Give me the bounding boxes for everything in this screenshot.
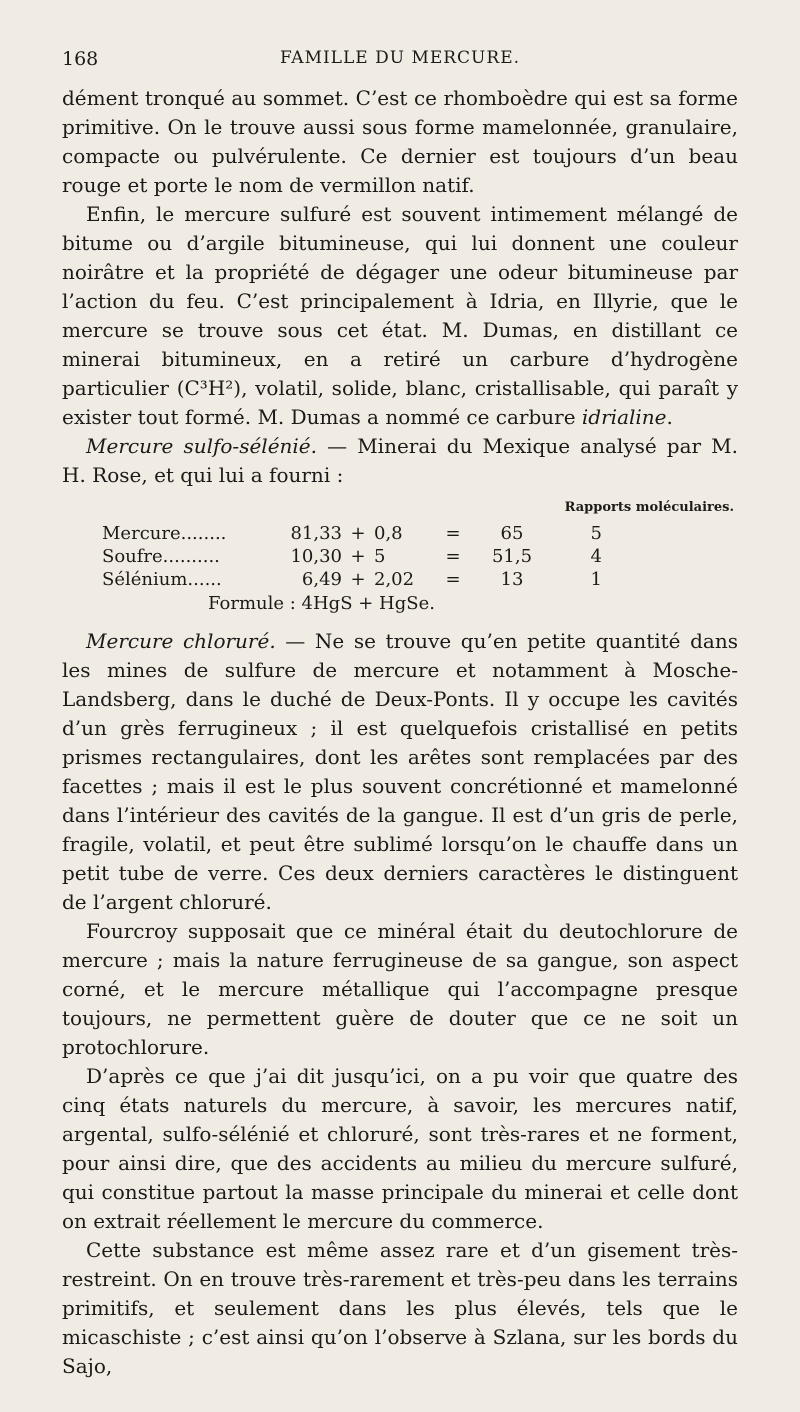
plus-sign: + [350,523,366,544]
running-head: FAMILLE DU MERCURE. [279,48,521,68]
equals-sign: = [445,523,461,544]
paragraph-text: Enfin, le mercure sulfuré est souvent intimement mélangé de bitume ou d’argile bitumineuse, qui lui donnent une couleur noirâtre et la propriété de dégager une odeur bitumineuse par l’action du feu. C’est principalement à Idria, en Illyrie, que le mercure se trouve sous cet état. M. Dumas, en distillant ce minerai bitumineux, en a retiré un carbure d’hydrogène particulier (C³H²), volatil, solide, blanc, cristallisable, qui paraît y exister tout formé. M. Dumas a nommé ce carbure [62,202,738,429]
ratio-value: 13 [500,569,524,590]
analysis-table [62,500,738,617]
molecular-value: 1 [590,569,602,590]
paragraph [62,200,738,432]
element-name: Mercure........ [102,523,227,544]
percent-value: 81,33 [290,523,342,544]
equals-sign: = [445,546,461,567]
percent-value: 6,49 [301,569,342,590]
molecular-value: 5 [590,523,602,544]
ratio-value: 65 [500,523,524,544]
section-title-chlorure: Mercure chloruré. [86,629,276,653]
chemical-formula: Formule : 4HgS + HgSe. [208,593,435,614]
paragraph-end: . [666,405,673,429]
section-title-sulfo-selenie: Mercure sulfo-sélénié. [86,434,317,458]
paragraph: D’après ce que j’ai dit jusqu’ici, on a pu voir que quatre des cinq états naturels du mercure, à savoir, les mercures natif, argental, sulfo-sélénié et chloruré, sont très-rares et ne forment, pour ainsi dire, que des accidents au milieu du mercure sulfuré, qui constitue partout la masse principale du minerai et celle dont on extrait réellement le mercure du commerce. [62,1064,738,1233]
plus-sign: + [350,546,366,567]
mineral-name-idrialine: idrialine [581,405,667,429]
addend-value: 0,8 [374,523,403,544]
table-row [102,522,738,545]
molecular-value: 4 [590,546,602,567]
book-page [62,44,738,1381]
paragraph-text: — Minerai du Mexique analysé par M. H. Rose, et qui lui a fourni : [62,434,738,487]
page-number: 168 [62,48,99,70]
table-row [102,568,738,591]
paragraph [62,627,738,917]
paragraph: Cette substance est même assez rare et d’un gisement très-restreint. On en trouve très-rarement et très-peu dans les terrains primitifs, et seulement dans les plus élevés, tels que le micaschiste ; c’est ainsi qu’on l’observe à Szlana, sur les bords du Sajo, [62,1238,738,1378]
plus-sign: + [350,569,366,590]
percent-value: 10,30 [290,546,342,567]
paragraph [62,432,738,490]
paragraph-text: — Ne se trouve qu’en petite quantité dans les mines de sulfure de mercure et notamment à Mosche-Landsberg, dans le duché de Deux-Ponts. Il y occupe les cavités d’un grès ferrugineux ; il est quelquefois cristallisé en petits prismes rectangulaires, dont les arêtes sont remplacées par des facettes ; mais il est le plus souvent concrétionné et mamelonné dans l’intérieur des cavités de la gangue. Il est d’un gris de perle, fragile, volatil, et peut être sublimé lorsqu’on le chauffe dans un petit tube de verre. Ces deux derniers caractères le distinguent de l’argent chloruré. [62,629,738,914]
table-row [102,545,738,568]
addend-value: 5 [374,546,386,567]
element-name: Soufre.......... [102,546,220,567]
page-header [62,44,738,84]
addend-value: 2,02 [374,569,415,590]
paragraph: Fourcroy supposait que ce minéral était du deutochlorure de mercure ; mais la nature ferrugineuse de sa gangue, son aspect corné, et le mercure métallique qui l’accompagne presque toujours, ne permettent guère de douter que ce ne soit un protochlorure. [62,919,738,1059]
element-name: Sélénium...... [102,569,222,590]
paragraph: dément tronqué au sommet. C’est ce rhomboèdre qui est sa forme primitive. On le trouve aussi sous forme mamelonnée, granulaire, compacte ou pulvérulente. Ce dernier est toujours d’un beau rouge et porte le nom de vermillon natif. [62,86,738,197]
table-header: Rapports moléculaires. [564,500,734,515]
ratio-value: 51,5 [491,546,533,567]
equals-sign: = [445,569,461,590]
